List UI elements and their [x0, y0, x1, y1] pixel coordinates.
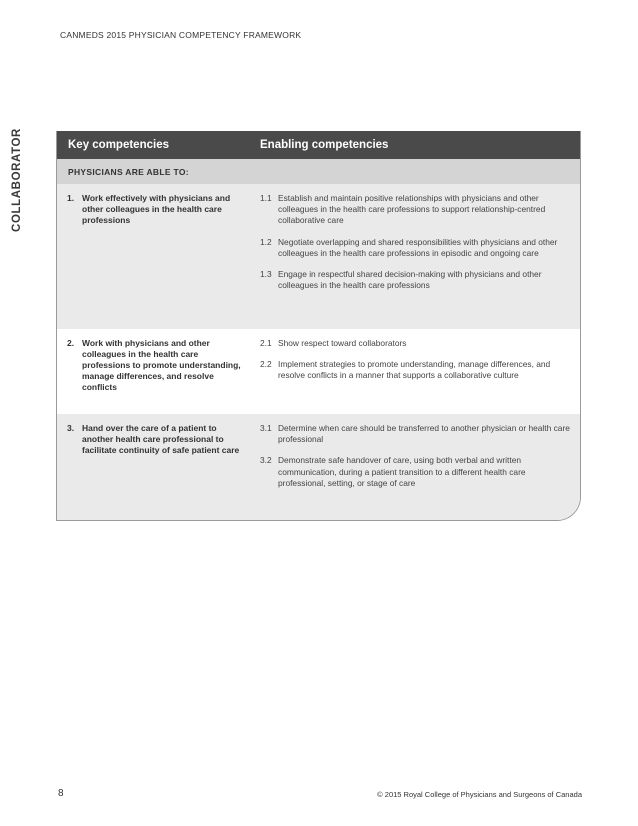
key-competency: [57, 329, 249, 414]
key-competency-number: 2.: [67, 338, 75, 348]
key-competency: [57, 184, 249, 329]
enabling-competency-text: Implement strategies to promote understanding, manage differences, and resolve conflicts in a manner that supports a collaborative culture: [278, 359, 551, 381]
enabling-competencies: [249, 329, 580, 414]
enabling-competency-number: 2.2: [260, 359, 272, 370]
enabling-competency: [260, 269, 570, 291]
key-competency-number: 1.: [67, 193, 75, 203]
enabling-competency: [260, 193, 570, 227]
key-competency: [57, 414, 249, 520]
enabling-competency: [260, 359, 570, 381]
key-competency-text: Hand over the care of a patient to another health care professional to facilitate continuity of safe patient care: [82, 423, 240, 455]
key-competency-text: Work effectively with physicians and other colleagues in the health care professions: [82, 193, 231, 225]
subheader-text: PHYSICIANS ARE ABLE TO:: [68, 167, 189, 177]
enabling-competency-number: 1.2: [260, 236, 272, 247]
enabling-competency-text: Negotiate overlapping and shared responsibilities with physicians and other colleagues in the health care professions in episodic and ongoing care: [278, 236, 558, 258]
enabling-competency-text: Engage in respectful shared decision-making with physicians and other colleagues in the health care professions: [278, 269, 542, 291]
copyright-notice: © 2015 Royal College of Physicians and Surgeons of Canada: [377, 790, 582, 799]
enabling-competency: [260, 423, 570, 445]
enabling-competency-number: 1.1: [260, 193, 272, 203]
enabling-competency-text: Determine when care should be transferred to another physician or health care professional: [278, 423, 570, 445]
enabling-competency-text: Show respect toward collaborators: [278, 338, 407, 348]
enabling-competencies: [249, 184, 580, 329]
table-row: [57, 329, 580, 414]
key-competency-text: Work with physicians and other colleagues in the health care professions to promote understanding, manage differences, and resolve conflicts: [82, 338, 241, 392]
column-header-key: Key competencies: [68, 139, 169, 151]
table-subheader: [57, 159, 580, 184]
side-label: [6, 128, 28, 232]
side-label-text: COLLABORATOR: [11, 128, 23, 232]
running-header: CANMEDS 2015 PHYSICIAN COMPETENCY FRAMEWORK: [60, 30, 302, 40]
key-competency-number: 3.: [67, 423, 75, 433]
table-row: [57, 184, 580, 329]
enabling-competency-text: Demonstrate safe handover of care, using both verbal and written communication, during a patient transition to a different health care professional, setting, or stage of care: [278, 455, 526, 488]
table-header: [57, 131, 580, 159]
enabling-competency: [260, 338, 570, 349]
enabling-competencies: [249, 414, 580, 520]
enabling-competency-number: 3.2: [260, 455, 272, 466]
table-row: [57, 414, 580, 520]
competency-table: [56, 131, 581, 521]
enabling-competency-number: 1.3: [260, 269, 272, 280]
enabling-competency: [260, 455, 570, 489]
page-number: 8: [58, 788, 64, 799]
enabling-competency-text: Establish and maintain positive relationships with physicians and other colleagues in the health care professions to support relationship-centred collaborative care: [278, 193, 546, 226]
column-header-enabling: Enabling competencies: [260, 139, 389, 151]
enabling-competency: [260, 237, 570, 259]
enabling-competency-number: 2.1: [260, 338, 272, 348]
enabling-competency-number: 3.1: [260, 423, 272, 433]
